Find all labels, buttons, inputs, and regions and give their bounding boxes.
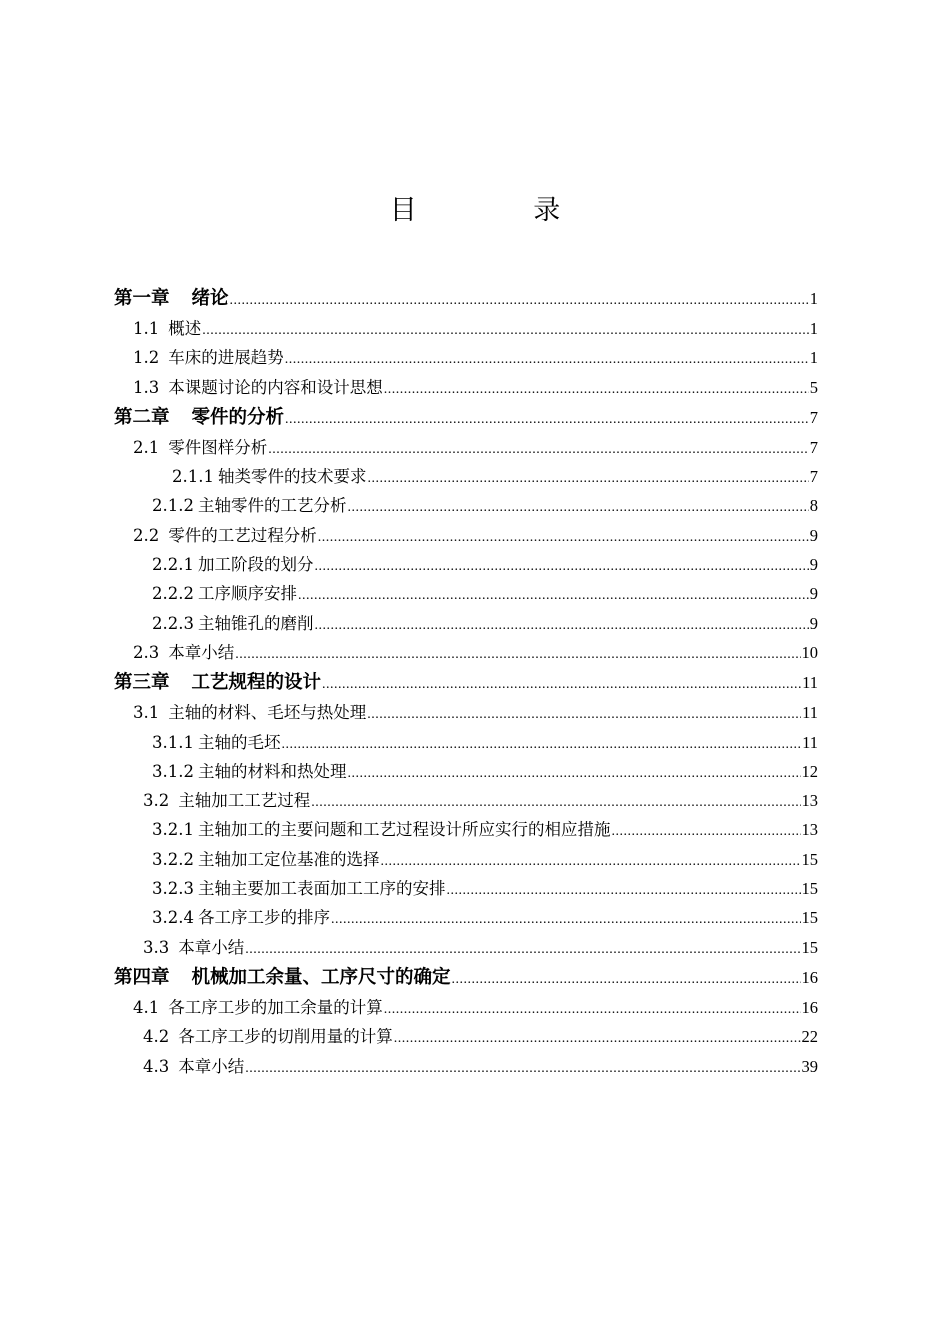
toc-page-number: 13 bbox=[801, 820, 818, 840]
toc-chapter-entry[interactable] bbox=[114, 283, 818, 314]
toc-page-number: 13 bbox=[801, 791, 818, 811]
toc-entry-title: 零件图样分析 bbox=[168, 437, 268, 457]
dot-leader bbox=[285, 345, 809, 374]
toc-page-number: 15 bbox=[801, 908, 818, 928]
toc-entry-title: 主轴锥孔的磨削 bbox=[197, 613, 314, 633]
toc-page-number: 16 bbox=[801, 997, 818, 1017]
toc-entry-number: 2.1.2 bbox=[152, 496, 194, 516]
dot-leader bbox=[367, 464, 808, 493]
toc-page-number: 11 bbox=[802, 673, 818, 693]
toc-page-number: 9 bbox=[809, 613, 818, 633]
toc-entry-number: 2.1 bbox=[133, 437, 160, 457]
toc-entry-number: 3.1.1 bbox=[152, 732, 194, 752]
toc-entry-title: 主轴的毛坯 bbox=[197, 732, 281, 752]
toc-page-number: 39 bbox=[801, 1056, 818, 1076]
dot-leader bbox=[380, 847, 800, 876]
toc-entry-title: 加工阶段的划分 bbox=[197, 555, 314, 575]
toc-entry-title: 主轴加工的主要问题和工艺过程设计所应实行的相应措施 bbox=[197, 820, 611, 840]
toc-entry-title: 本章小结 bbox=[178, 937, 245, 957]
toc-page-number: 8 bbox=[809, 496, 818, 516]
toc-page-number: 1 bbox=[809, 348, 818, 368]
toc-page-number: 9 bbox=[809, 525, 818, 545]
toc-section-entry[interactable] bbox=[114, 698, 818, 727]
toc-entry-number: 2.2.3 bbox=[152, 613, 194, 633]
toc-entry-number: 3.2.3 bbox=[152, 879, 194, 899]
toc-entry-number: 第三章 bbox=[114, 672, 170, 694]
toc-section-entry[interactable] bbox=[114, 521, 818, 550]
toc-page-number: 16 bbox=[801, 967, 818, 987]
toc-section-entry[interactable] bbox=[114, 1022, 818, 1051]
dot-leader bbox=[331, 905, 801, 934]
dot-leader bbox=[268, 435, 809, 464]
toc-chapter-entry[interactable] bbox=[114, 667, 818, 698]
toc-page-number: 22 bbox=[801, 1027, 818, 1047]
dot-leader bbox=[318, 523, 809, 552]
toc-section-entry[interactable] bbox=[114, 757, 818, 786]
dot-leader bbox=[281, 730, 801, 759]
dot-leader bbox=[311, 788, 800, 817]
toc-entry-number: 3.2.2 bbox=[152, 849, 194, 869]
dot-leader bbox=[285, 404, 809, 435]
dot-leader bbox=[202, 316, 809, 345]
toc-entry-number: 3.1.2 bbox=[152, 761, 194, 781]
toc-section-entry[interactable] bbox=[114, 903, 818, 932]
toc-entry-title: 主轴的材料、毛坯与热处理 bbox=[168, 703, 367, 723]
toc-entry-title: 本章小结 bbox=[178, 1056, 245, 1076]
dot-leader bbox=[298, 581, 809, 610]
dot-leader bbox=[235, 640, 800, 669]
dot-leader bbox=[384, 375, 809, 404]
dot-leader bbox=[245, 1054, 800, 1083]
toc-entry-title: 轴类零件的技术要求 bbox=[217, 467, 367, 487]
toc-page-number: 9 bbox=[809, 584, 818, 604]
toc-page-number: 1 bbox=[809, 289, 818, 308]
toc-chapter-entry[interactable] bbox=[114, 402, 818, 433]
toc-entry-title: 零件的工艺过程分析 bbox=[168, 525, 317, 545]
toc-page-number: 5 bbox=[809, 377, 818, 397]
toc-section-entry[interactable] bbox=[114, 433, 818, 462]
toc-section-entry[interactable] bbox=[114, 462, 818, 491]
toc-page-number: 15 bbox=[801, 879, 818, 899]
toc-page-number: 10 bbox=[801, 642, 818, 662]
toc-entry-title: 机械加工余量、工序尺寸的确定 bbox=[191, 966, 451, 988]
toc-entry-number: 3.3 bbox=[143, 937, 170, 957]
dot-leader bbox=[611, 817, 800, 846]
toc-page-number: 11 bbox=[802, 732, 818, 752]
toc-section-entry[interactable] bbox=[114, 314, 818, 343]
toc-section-entry[interactable] bbox=[114, 993, 818, 1022]
dot-leader bbox=[347, 759, 800, 788]
toc-entry-number: 3.2.1 bbox=[152, 820, 194, 840]
toc-page-number: 15 bbox=[801, 937, 818, 957]
toc-entry-title: 车床的进展趋势 bbox=[168, 348, 284, 368]
dot-leader bbox=[245, 935, 800, 964]
dot-leader bbox=[367, 700, 801, 729]
toc-section-entry[interactable] bbox=[114, 1052, 818, 1081]
toc-entry-number: 2.1.1 bbox=[172, 467, 214, 487]
toc-entry-number: 2.2.1 bbox=[152, 555, 194, 575]
toc-page-number: 7 bbox=[809, 407, 818, 427]
toc-section-entry[interactable] bbox=[114, 579, 818, 608]
toc-entry-title: 主轴加工定位基准的选择 bbox=[197, 849, 380, 869]
toc-entry-number: 第四章 bbox=[114, 966, 170, 988]
toc-entry-title: 主轴加工工艺过程 bbox=[178, 791, 311, 811]
dot-leader bbox=[446, 876, 800, 905]
toc-entry-number: 4.1 bbox=[133, 997, 160, 1017]
toc-entry-number: 2.2 bbox=[133, 525, 160, 545]
dot-leader bbox=[230, 285, 809, 316]
toc-page-number: 12 bbox=[801, 761, 818, 781]
toc-entry-number: 2.2.2 bbox=[152, 584, 194, 604]
toc-page-number: 1 bbox=[809, 319, 818, 338]
dot-leader bbox=[347, 493, 808, 522]
toc-entry-number: 3.2 bbox=[143, 791, 170, 811]
dot-leader bbox=[394, 1024, 801, 1053]
toc-section-entry[interactable] bbox=[114, 638, 818, 667]
toc-entry-title: 工艺规程的设计 bbox=[191, 672, 322, 694]
dot-leader bbox=[314, 611, 808, 640]
toc-section-entry[interactable] bbox=[114, 874, 818, 903]
toc-page-number: 9 bbox=[809, 555, 818, 575]
toc-page-number: 7 bbox=[809, 437, 818, 457]
toc-entry-title: 概述 bbox=[168, 319, 202, 338]
toc-section-entry[interactable] bbox=[114, 550, 818, 579]
table-of-contents bbox=[114, 283, 818, 1081]
dot-leader bbox=[314, 552, 808, 581]
toc-entry-number: 2.3 bbox=[133, 642, 160, 662]
toc-entry-number: 第二章 bbox=[114, 406, 170, 428]
dot-leader bbox=[384, 995, 801, 1024]
toc-entry-title: 绪论 bbox=[191, 288, 229, 309]
toc-entry-number: 3.2.4 bbox=[152, 908, 194, 928]
toc-entry-title: 主轴零件的工艺分析 bbox=[197, 496, 347, 516]
toc-entry-title: 本章小结 bbox=[168, 642, 235, 662]
toc-section-entry[interactable] bbox=[114, 815, 818, 844]
toc-entry-number: 第一章 bbox=[114, 288, 170, 309]
toc-page-number: 15 bbox=[801, 849, 818, 869]
dot-leader bbox=[452, 964, 801, 995]
toc-entry-title: 主轴的材料和热处理 bbox=[197, 761, 347, 781]
toc-section-entry[interactable] bbox=[114, 609, 818, 638]
toc-section-entry[interactable] bbox=[114, 373, 818, 402]
toc-section-entry[interactable] bbox=[114, 343, 818, 372]
toc-page-number: 7 bbox=[809, 467, 818, 487]
toc-entry-title: 各工序工步的切削用量的计算 bbox=[178, 1027, 393, 1047]
toc-title: 目 录 bbox=[389, 195, 615, 226]
toc-section-entry[interactable] bbox=[114, 933, 818, 962]
toc-section-entry[interactable] bbox=[114, 786, 818, 815]
toc-entry-title: 工序顺序安排 bbox=[197, 584, 297, 604]
toc-entry-number: 4.2 bbox=[143, 1027, 170, 1047]
toc-entry-number: 3.1 bbox=[133, 703, 160, 723]
dot-leader bbox=[322, 669, 801, 700]
toc-entry-title: 零件的分析 bbox=[191, 406, 285, 428]
toc-entry-number: 1.1 bbox=[133, 319, 160, 338]
toc-section-entry[interactable] bbox=[114, 491, 818, 520]
toc-entry-number: 4.3 bbox=[143, 1056, 170, 1076]
toc-entry-number: 1.2 bbox=[133, 348, 160, 368]
toc-section-entry[interactable] bbox=[114, 845, 818, 874]
toc-entry-number: 1.3 bbox=[133, 377, 160, 397]
toc-entry-title: 各工序工步的排序 bbox=[197, 908, 330, 928]
toc-chapter-entry[interactable] bbox=[114, 962, 818, 993]
toc-entry-title: 主轴主要加工表面加工工序的安排 bbox=[197, 879, 446, 899]
toc-entry-title: 各工序工步的加工余量的计算 bbox=[168, 997, 383, 1017]
toc-section-entry[interactable] bbox=[114, 728, 818, 757]
toc-page-number: 11 bbox=[802, 703, 818, 723]
toc-entry-title: 本课题讨论的内容和设计思想 bbox=[168, 377, 383, 397]
